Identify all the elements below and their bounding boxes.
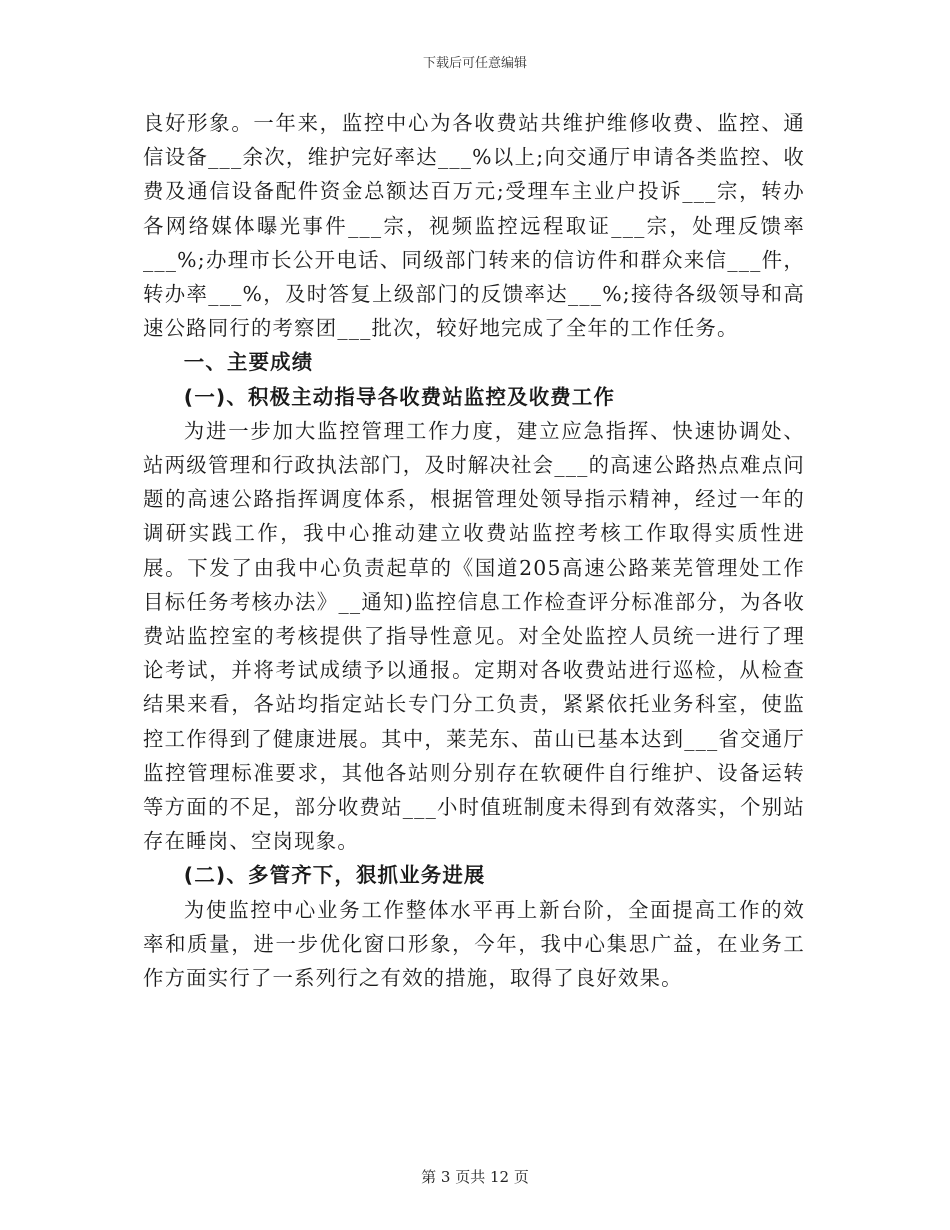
document-body [143, 106, 805, 995]
page-number: 第 3 页共 12 页 [421, 1168, 529, 1186]
paragraph-subsection-1: 为进一步加大监控管理工作力度，建立应急指挥、快速协调处、站两级管理和行政执法部门，及时解决社会___的高速公路热点难点问题的高速公路指挥调度体系，根据管理处领导指示精神，经过一年的调研实践工作，我中心推动建立收费站监控考核工作取得实质性进展。下发了由我中心负责起草的《国道205高速公路莱芜管理处工作目标任务考核办法》__通知)监控信息工作检查评分标准部分，为各收费站监控室的考核提供了指导性意见。对全处监控人员统一进行了理论考试，并将考试成绩予以通报。定期对各收费站进行巡检，从检查结果来看，各站均指定站长专门分工负责，紧紧依托业务科室，使监控工作得到了健康进展。其中，莱芜东、苗山已基本达到___省交通厅监控管理标准要求，其他各站则分别存在软硬件自行维护、设备运转等方面的不足，部分收费站___小时值班制度未得到有效落实，个别站存在睡岗、空岗现象。 [143, 418, 805, 854]
paragraph-intro: 良好形象。一年来，监控中心为各收费站共维护维修收费、监控、通信设备___余次，维护完好率达___%以上;向交通厅申请各类监控、收费及通信设备配件资金总额达百万元;受理车主业户投诉___宗，转办各网络媒体曝光事件___宗，视频监控远程取证___宗，处理反馈率___%;办理市长公开电话、同级部门转来的信访件和群众来信___件，转办率___%，及时答复上级部门的反馈率达___%;接待各级领导和高速公路同行的考察团___批次，较好地完成了全年的工作任务。 [143, 111, 805, 341]
section-heading-main-achievements: 一、主要成绩 [183, 350, 314, 375]
subsection-heading-1: (一)、积极主动指导各收费站监控及收费工作 [183, 384, 616, 409]
page-header: 下载后可任意编辑 [422, 56, 527, 71]
paragraph-subsection-2: 为使监控中心业务工作整体水平再上新台阶，全面提高工作的效率和质量，进一步优化窗口形象，今年，我中心集思广益，在业务工作方面实行了一系列行之有效的措施，取得了良好效果。 [143, 897, 805, 991]
subsection-heading-2: (二)、多管齐下，狠抓业务进展 [183, 863, 486, 888]
